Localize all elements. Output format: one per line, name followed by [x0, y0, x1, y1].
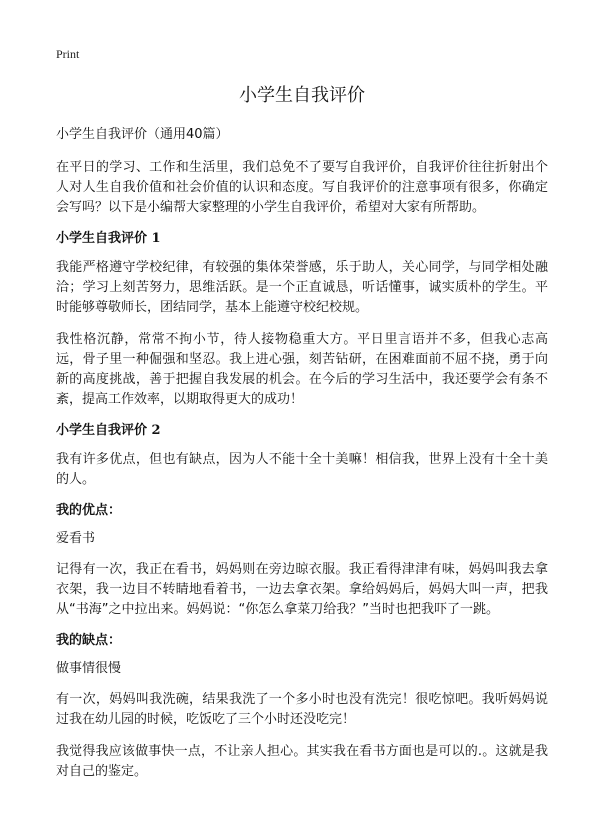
section-1-paragraph-2: 我性格沉静，常常不拘小节，待人接物稳重大方。平日里言语并不多，但我心志高远，骨子里一种倔强和坚忍。我上进心强，刻苦钻研，在困难面前不屈不挠，勇于向新的高度挑战，善于把握自我发展的机会。在今后的学习生活中，我还要学会有条不紊，提高工作效率，以期取得更大的成功！ — [56, 332, 548, 407]
section-2-paragraph-1: 我有许多优点，但也有缺点，因为人不能十全十美嘛！相信我，世界上没有十全十美的人。 — [56, 452, 548, 487]
page-title: 小学生自我评价 — [239, 85, 365, 106]
strength-item: 爱看书 — [56, 531, 96, 546]
section-1-paragraph-1: 我能严格遵守学校纪律，有较强的集体荣誉感，乐于助人，关心同学，与同学相处融洽；学习上刻苦努力，思维活跃。是一个正直诚恳，听话懂事，诚实质朴的学生。平时能够尊敬师长，团结同学，基本上能遵守校纪校规。 — [56, 260, 548, 315]
weakness-story: 有一次，妈妈叫我洗碗，结果我洗了一个多小时也没有洗完！很吃惊吧。我听妈妈说过我在幼儿园的时候，吃饭吃了三个小时还没吃完！ — [56, 692, 548, 727]
strength-story: 记得有一次，我正在看书，妈妈则在旁边晾衣服。我正看得津津有味，妈妈叫我去拿衣架，我一边目不转睛地看着书，一边去拿衣架。拿给妈妈后，妈妈大叫一声，把我从“书海”之中拉出来。妈妈说：“你怎么拿菜刀给我？”当时也把我吓了一跳。 — [56, 562, 548, 617]
weakness-item: 做事情很慢 — [56, 661, 122, 676]
section-heading-1: 小学生自我评价 1 — [56, 231, 161, 246]
document-subtitle: 小学生自我评价（通用40篇） — [56, 127, 229, 142]
intro-paragraph: 在平日的学习、工作和生活里，我们总免不了要写自我评价，自我评价往往折射出个人对人生自我价值和社会价值的认识和态度。写自我评价的注意事项有很多，你确定会写吗？以下是小编帮大家整理的小学生自我评价，希望对大家有所帮助。 — [56, 160, 548, 215]
strengths-heading: 我的优点： — [56, 503, 122, 518]
weakness-heading: 我的缺点： — [56, 633, 122, 648]
print-link[interactable]: Print — [56, 47, 80, 61]
section-heading-2: 小学生自我评价 2 — [56, 423, 161, 438]
conclusion-paragraph: 我觉得我应该做事快一点，不让亲人担心。其实我在看书方面也是可以的.。这就是我对自己的鉴定。 — [56, 744, 548, 779]
